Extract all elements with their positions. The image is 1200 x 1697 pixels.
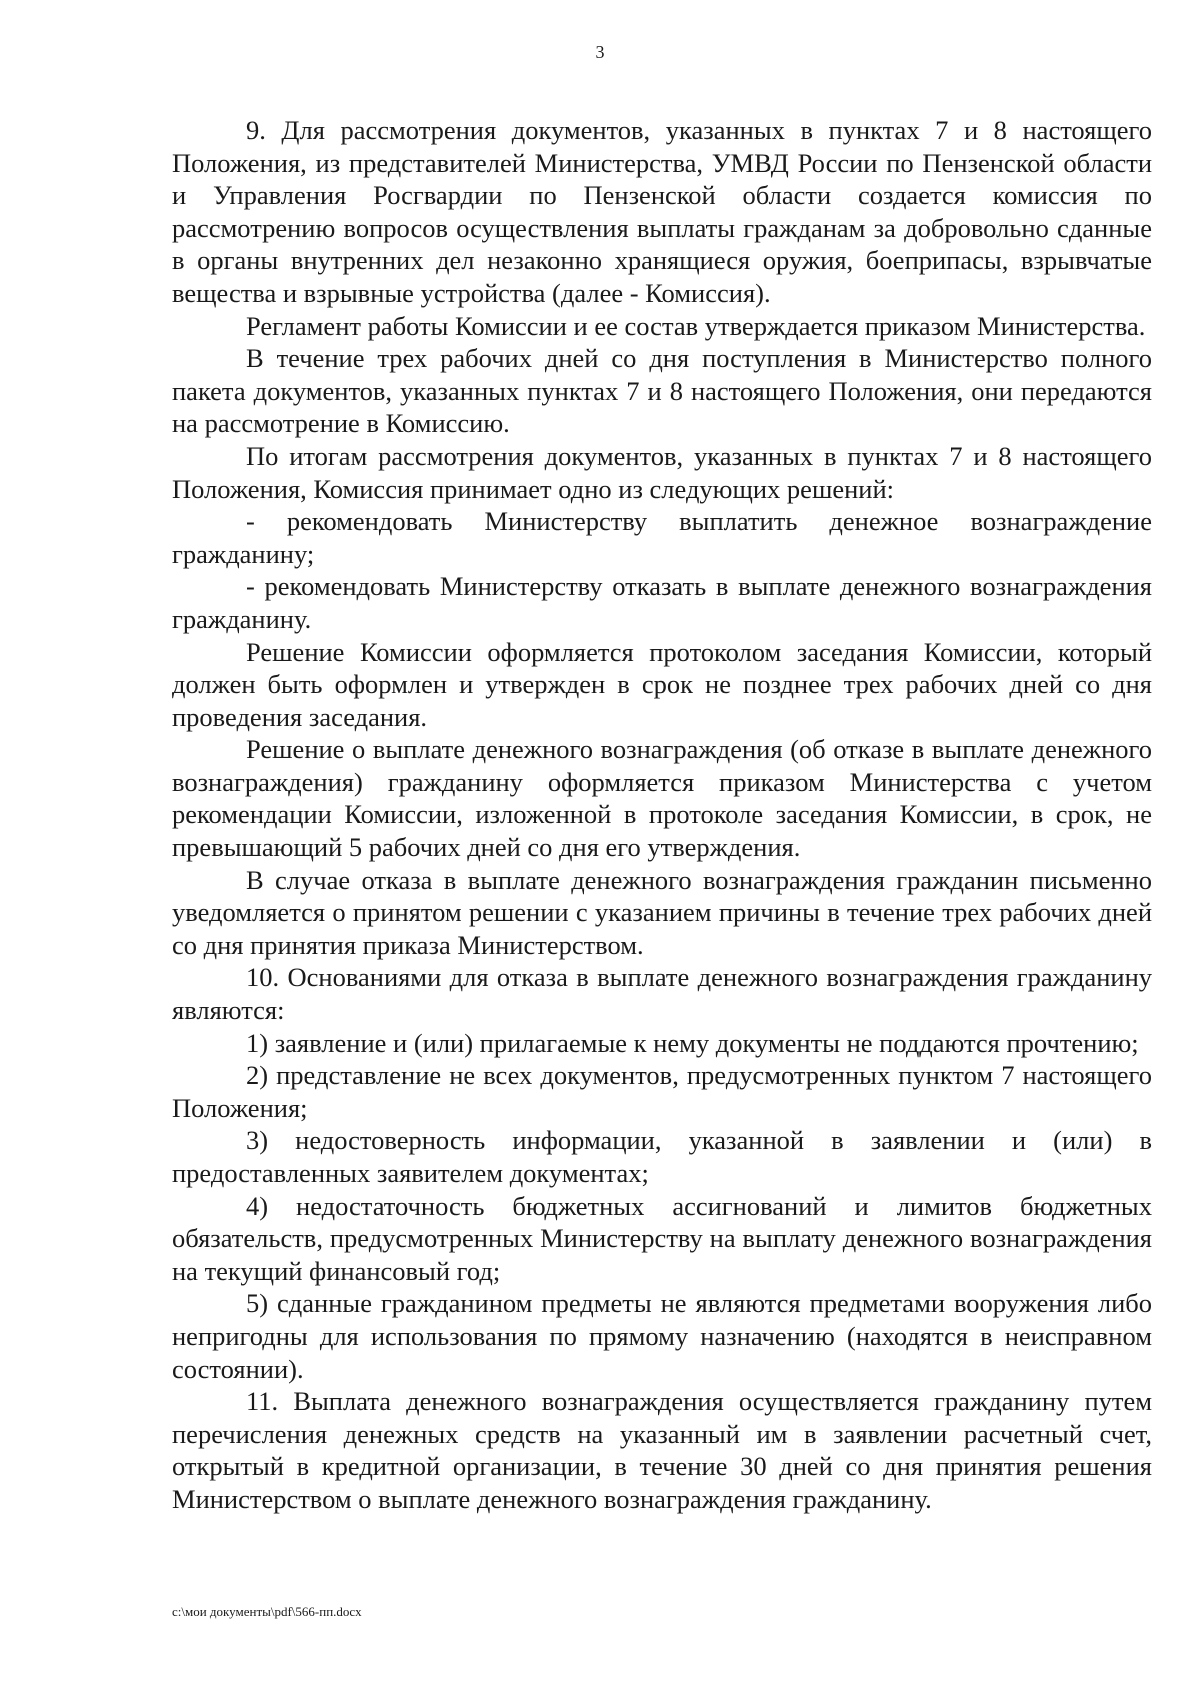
document-body — [172, 114, 1152, 1516]
paragraph-11: 11. Выплата денежного вознаграждения осуществляется гражданину путем перечисления денежных средств на указанный им в заявлении расчетный счет, открытый в кредитной организации, в течение 30 дней со дня принятия решения Министерством о выплате денежного вознаграждения гражданину. — [172, 1386, 1152, 1514]
paragraph-decision-refuse: - рекомендовать Министерству отказать в выплате денежного вознаграждения гражданину. — [172, 571, 1152, 634]
paragraph-decision-pay: - рекомендовать Министерству выплатить денежное вознаграждение гражданину; — [172, 506, 1152, 569]
paragraph-10-item-2: 2) представление не всех документов, предусмотренных пунктом 7 настоящего Положения; — [172, 1060, 1152, 1123]
paragraph-order: Решение о выплате денежного вознаграждения (об отказе в выплате денежного вознаграждения) гражданину оформляется приказом Министерства с учетом рекомендации Комиссии, изложенной в протоколе заседания Комиссии, в срок, не превышающий 5 рабочих дней со дня его утверждения. — [172, 734, 1152, 863]
page-number: 3 — [595, 42, 605, 62]
paragraph-10-item-5: 5) сданные гражданином предметы не являются предметами вооружения либо непригодны для использования по прямому назначению (находятся в неисправном состоянии). — [172, 1288, 1152, 1384]
paragraph-10: 10. Основаниями для отказа в выплате денежного вознаграждения гражданину являются: — [172, 962, 1152, 1026]
paragraph-regulation: Регламент работы Комиссии и ее состав утверждается приказом Министерства. — [246, 310, 1146, 341]
paragraph-9: 9. Для рассмотрения документов, указанных в пунктах 7 и 8 настоящего Положения, из представителей Министерства, УМВД России по Пензенской области и Управления Росгвардии по Пензенской области создается комиссия по рассмотрению вопросов осуществления выплаты гражданам за добровольно сданные в органы внутренних дел незаконно хранящиеся оружия, боеприпасы, взрывчатые вещества и взрывные устройства (далее - Комиссия). — [172, 115, 1152, 308]
paragraph-notification: В случае отказа в выплате денежного вознаграждения гражданин письменно уведомляется о принятом решении с указанием причины в течение трех рабочих дней со дня принятия приказа Министерством. — [172, 864, 1152, 960]
footer-file-path: c:\мои документы\pdf\566-пп.docx — [172, 1604, 362, 1619]
paragraph-protocol: Решение Комиссии оформляется протоколом заседания Комиссии, который должен быть оформлен и утвержден в срок не позднее трех рабочих дней со дня проведения заседания. — [172, 636, 1152, 732]
paragraph-10-item-3: 3) недостоверность информации, указанной в заявлении и (или) в предоставленных заявителем документах; — [172, 1125, 1152, 1188]
paragraph-10-item-1: 1) заявление и (или) прилагаемые к нему документы не поддаются прочтению; — [246, 1027, 1139, 1058]
paragraph-10-item-4: 4) недостаточность бюджетных ассигнований и лимитов бюджетных обязательств, предусмотренных Министерству на выплату денежного вознаграждения на текущий финансовый год; — [172, 1190, 1152, 1286]
paragraph-decisions-intro: По итогам рассмотрения документов, указанных в пунктах 7 и 8 настоящего Положения, Комиссия принимает одно из следующих решений: — [172, 440, 1152, 504]
paragraph-transfer: В течение трех рабочих дней со дня поступления в Министерство полного пакета документов, указанных пунктах 7 и 8 настоящего Положения, они передаются на рассмотрение в Комиссию. — [172, 343, 1152, 439]
